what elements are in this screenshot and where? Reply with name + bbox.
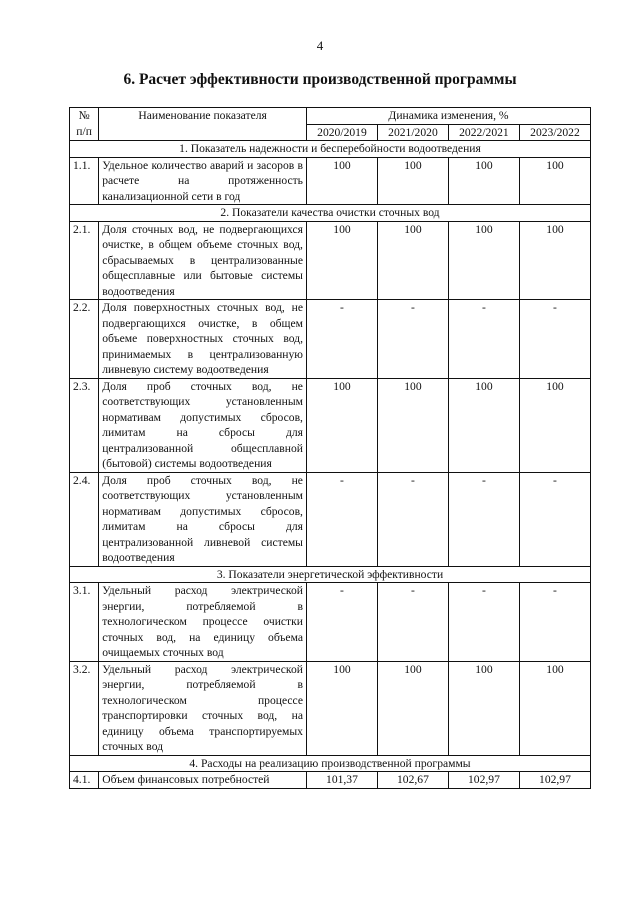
- dynamics-value: -: [377, 583, 448, 662]
- section-title: 3. Показатели энергетической эффективности: [70, 566, 591, 583]
- table-row: [70, 472, 591, 566]
- header-indicator-name: Наименование показателя: [99, 108, 307, 141]
- indicator-name: Доля проб сточных вод, не соответствующих установленным нормативам допустимых сбросов, лимитам на сбросы для централизованной ливневой системы водоотведения: [99, 472, 307, 566]
- dynamics-value: 100: [306, 661, 377, 755]
- header-number: [70, 108, 99, 141]
- dynamics-value: 100: [519, 221, 590, 300]
- indicator-name: Удельное количество аварий и засоров в расчете на протяженность канализационной сети в год: [99, 157, 307, 205]
- indicator-name: Доля поверхностных сточных вод, не подвергающихся очистке, в общем объеме поверхностных сточных вод, принимаемых в централизованную ливневую систему водоотведения: [99, 300, 307, 379]
- dynamics-value: -: [519, 472, 590, 566]
- dynamics-value: -: [448, 583, 519, 662]
- dynamics-value: 100: [448, 661, 519, 755]
- dynamics-value: 102,97: [448, 772, 519, 789]
- header-year: 2023/2022: [519, 124, 590, 141]
- dynamics-value: 100: [519, 378, 590, 472]
- header-number-line2: п/п: [76, 124, 92, 138]
- table-row: [70, 221, 591, 300]
- indicator-name: Удельный расход электрической энергии, потребляемой в технологическом процессе очистки сточных вод, на единицу объема очищаемых сточных вод: [99, 583, 307, 662]
- header-dynamics: Динамика изменения, %: [306, 108, 590, 125]
- row-number: 3.1.: [70, 583, 99, 662]
- dynamics-value: 100: [519, 157, 590, 205]
- dynamics-value: -: [306, 472, 377, 566]
- section-title: 1. Показатель надежности и бесперебойности водоотведения: [70, 141, 591, 158]
- indicator-name: Доля сточных вод, не подвергающихся очистке, в общем объеме сточных вод, сбрасываемых в централизованные общесплавные или бытовые системы водоотведения: [99, 221, 307, 300]
- dynamics-value: 102,67: [377, 772, 448, 789]
- table-row: [70, 378, 591, 472]
- row-number: 2.1.: [70, 221, 99, 300]
- row-number: 1.1.: [70, 157, 99, 205]
- dynamics-value: 100: [448, 157, 519, 205]
- dynamics-value: 102,97: [519, 772, 590, 789]
- dynamics-value: 100: [448, 221, 519, 300]
- table-body: [70, 141, 591, 789]
- efficiency-table: [69, 107, 591, 789]
- row-number: 2.4.: [70, 472, 99, 566]
- page-number: 4: [316, 38, 324, 53]
- row-number: 3.2.: [70, 661, 99, 755]
- table-header: [70, 108, 591, 141]
- document-title: 6. Расчет эффективности производственной программы: [123, 71, 517, 88]
- section-row: [70, 566, 591, 583]
- dynamics-value: -: [377, 300, 448, 379]
- indicator-name: Доля проб сточных вод, не соответствующих установленным нормативам допустимых сбросов, лимитам на сбросы для централизованной общесплавной (бытовой) системы водоотведения: [99, 378, 307, 472]
- header-year: 2021/2020: [377, 124, 448, 141]
- table-row: [70, 772, 591, 789]
- section-title: 2. Показатели качества очистки сточных вод: [70, 205, 591, 222]
- dynamics-value: -: [519, 583, 590, 662]
- header-number-line1: №: [78, 109, 90, 122]
- dynamics-value: 100: [448, 378, 519, 472]
- row-number: 2.3.: [70, 378, 99, 472]
- section-row: [70, 755, 591, 772]
- dynamics-value: 100: [306, 221, 377, 300]
- dynamics-value: -: [448, 300, 519, 379]
- table-row: [70, 661, 591, 755]
- section-row: [70, 205, 591, 222]
- dynamics-value: -: [448, 472, 519, 566]
- section-title: 4. Расходы на реализацию производственной программы: [70, 755, 591, 772]
- dynamics-value: 101,37: [306, 772, 377, 789]
- table-row: [70, 300, 591, 379]
- section-row: [70, 141, 591, 158]
- dynamics-value: -: [377, 472, 448, 566]
- indicator-name: Удельный расход электрической энергии, потребляемой в технологическом процессе транспортировки сточных вод, на единицу объема транспортируемых сточных вод: [99, 661, 307, 755]
- dynamics-value: 100: [377, 221, 448, 300]
- dynamics-value: 100: [306, 157, 377, 205]
- row-number: 4.1.: [70, 772, 99, 789]
- row-number: 2.2.: [70, 300, 99, 379]
- dynamics-value: 100: [377, 378, 448, 472]
- table-row: [70, 583, 591, 662]
- dynamics-value: 100: [377, 157, 448, 205]
- dynamics-value: -: [519, 300, 590, 379]
- dynamics-value: 100: [306, 378, 377, 472]
- header-year: 2022/2021: [448, 124, 519, 141]
- dynamics-value: 100: [519, 661, 590, 755]
- dynamics-value: -: [306, 300, 377, 379]
- dynamics-value: 100: [377, 661, 448, 755]
- indicator-name: Объем финансовых потребностей: [99, 772, 307, 789]
- dynamics-value: -: [306, 583, 377, 662]
- header-year: 2020/2019: [306, 124, 377, 141]
- table-row: [70, 157, 591, 205]
